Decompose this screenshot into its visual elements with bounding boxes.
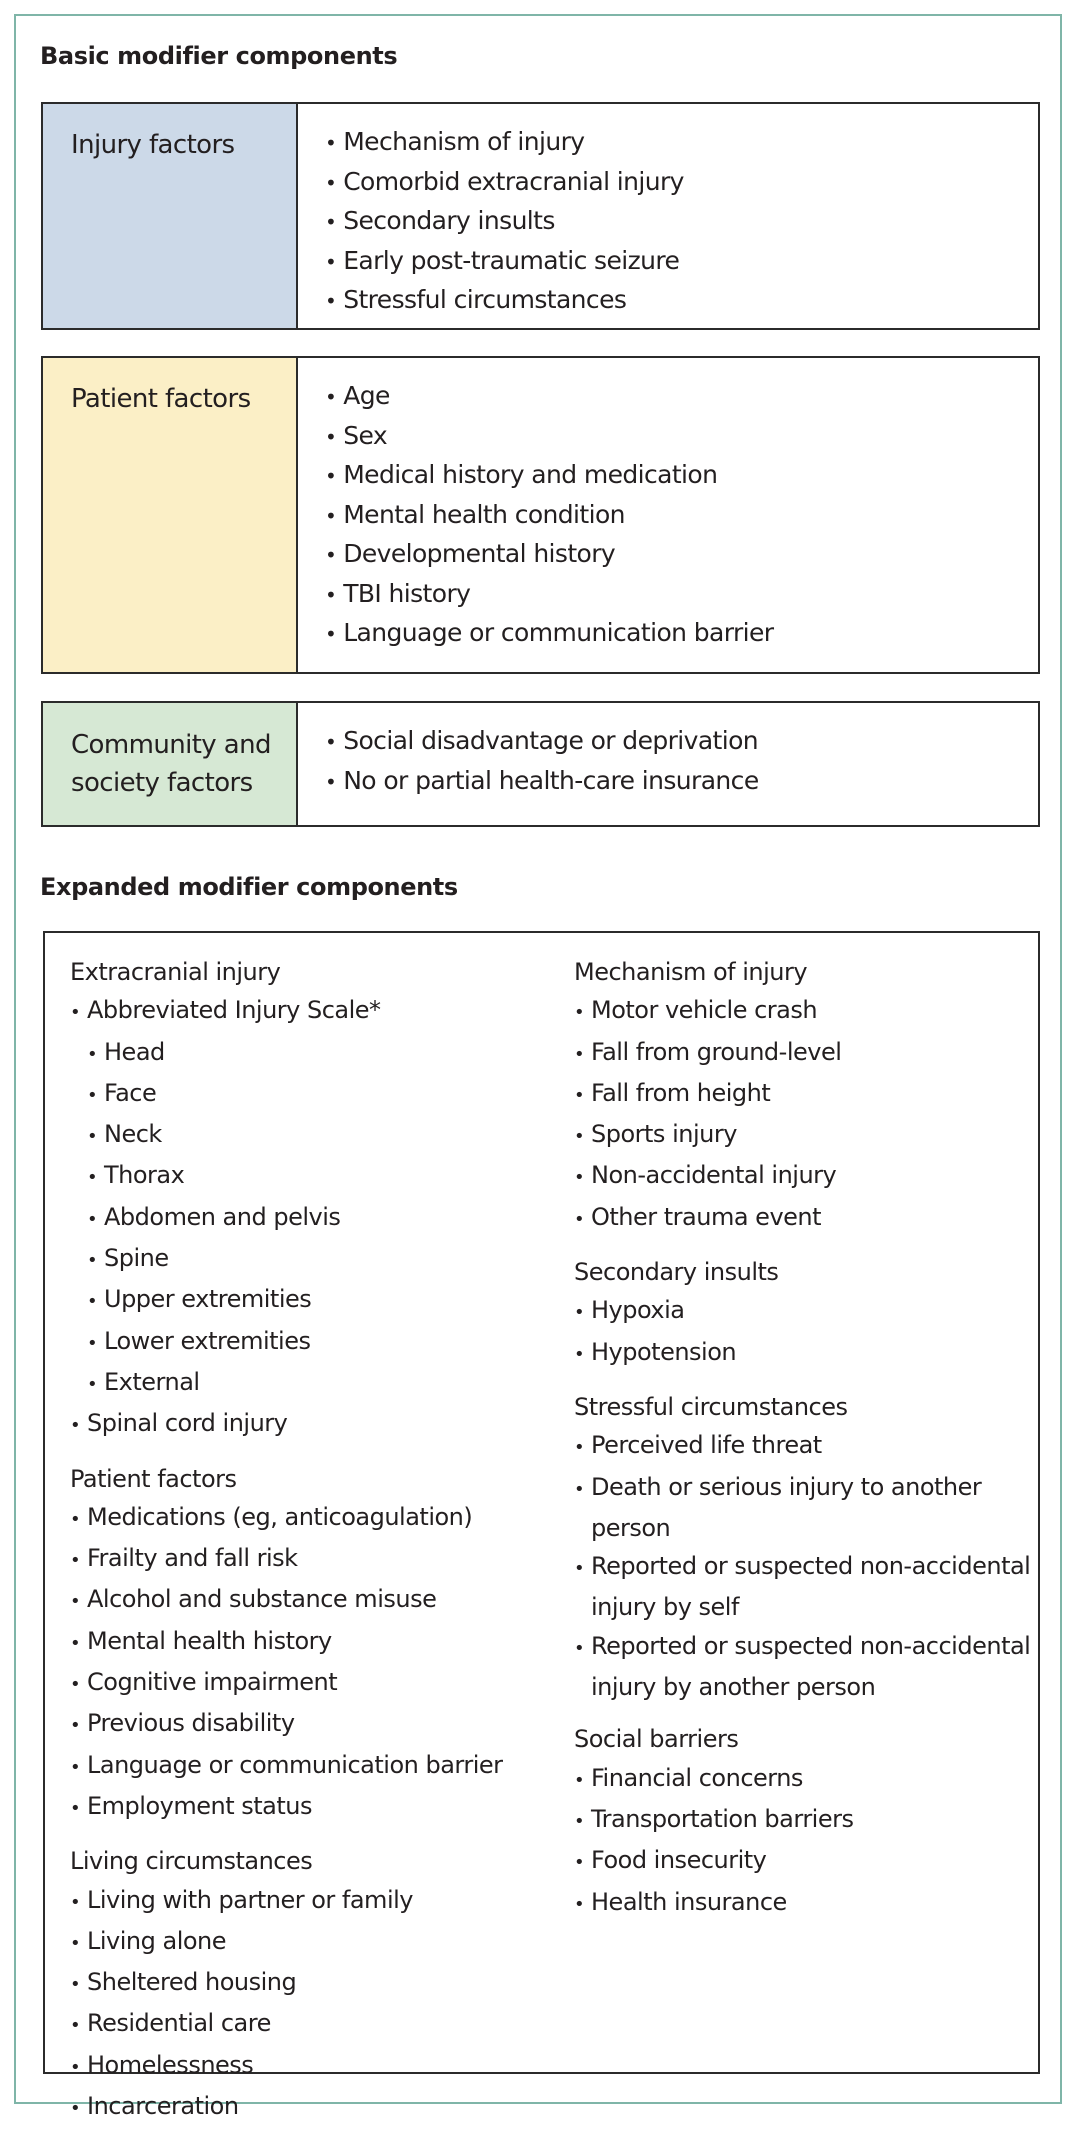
list-item: • Residential care bbox=[70, 2004, 550, 2045]
list-item: • Hypotension bbox=[574, 1333, 1034, 1374]
list-item: • Secondary insults bbox=[325, 202, 684, 242]
list-subitem: • Head bbox=[70, 1033, 550, 1074]
list-item: • Sheltered housing bbox=[70, 1963, 550, 2004]
list-item: • Previous disability bbox=[70, 1704, 550, 1745]
group-secondary-insults bbox=[574, 1253, 1034, 1374]
group-extracranial-injury bbox=[70, 953, 550, 1446]
list-item: • Frailty and fall risk bbox=[70, 1539, 550, 1580]
list-item: • Non-accidental injury bbox=[574, 1156, 1034, 1197]
list-item: • Mechanism of injury bbox=[325, 123, 684, 163]
list-subitem: • Spine bbox=[70, 1239, 550, 1280]
list-item: • Abbreviated Injury Scale* bbox=[70, 991, 550, 1032]
group-title: Mechanism of injury bbox=[574, 958, 808, 986]
group-mechanism-of-injury bbox=[574, 953, 1034, 1239]
list-item: • Homelessness bbox=[70, 2046, 550, 2087]
list-item: • Medical history and medication bbox=[325, 456, 773, 496]
list-item: • Mental health history bbox=[70, 1622, 550, 1663]
list-item: • Medications (eg, anticoagulation) bbox=[70, 1498, 550, 1539]
community-factors-label: Community and society factors bbox=[43, 703, 298, 825]
group-patient-factors bbox=[70, 1460, 550, 1829]
list-subitem: • Face bbox=[70, 1074, 550, 1115]
list-item: • Sex bbox=[325, 417, 773, 457]
group-social-barriers bbox=[574, 1720, 1034, 1923]
expanded-components-title: Expanded modifier components bbox=[40, 873, 458, 901]
list-item: • Transportation barriers bbox=[574, 1800, 1034, 1841]
list-item: • Social disadvantage or deprivation bbox=[325, 722, 759, 762]
expanded-left-column bbox=[70, 953, 550, 2142]
list-subitem: • Upper extremities bbox=[70, 1280, 550, 1321]
patient-factors-label: Patient factors bbox=[43, 358, 298, 672]
list-subitem: • External bbox=[70, 1363, 550, 1404]
community-factors-list bbox=[298, 703, 759, 825]
list-item: • Death or serious injury to another person bbox=[574, 1468, 1034, 1548]
expanded-components-box bbox=[43, 931, 1040, 2121]
list-item: • Cognitive impairment bbox=[70, 1663, 550, 1704]
basic-components-title: Basic modifier components bbox=[40, 42, 398, 70]
injury-factors-box bbox=[41, 102, 1040, 330]
list-item: • Living with partner or family bbox=[70, 1881, 550, 1922]
group-title: Stressful circumstances bbox=[574, 1392, 848, 1421]
list-item: • No or partial health-care insurance bbox=[325, 762, 759, 802]
list-item: • Living alone bbox=[70, 1922, 550, 1963]
list-item: • Alcohol and substance misuse bbox=[70, 1580, 550, 1621]
list-item: • Fall from height bbox=[574, 1074, 1034, 1115]
group-stressful-circumstances bbox=[574, 1388, 1034, 1706]
list-item: • Health insurance bbox=[574, 1883, 1034, 1924]
injury-factors-list bbox=[298, 104, 684, 328]
list-item: • TBI history bbox=[325, 575, 773, 615]
group-title: Patient factors bbox=[70, 1464, 237, 1493]
list-subitem: • Abdomen and pelvis bbox=[70, 1198, 550, 1239]
list-item: • Mental health condition bbox=[325, 496, 773, 536]
list-item: • Developmental history bbox=[325, 535, 773, 575]
list-item: • Fall from ground-level bbox=[574, 1033, 1034, 1074]
list-item: • Food insecurity bbox=[574, 1841, 1034, 1882]
patient-factors-box bbox=[41, 356, 1040, 674]
list-subitem: • Thorax bbox=[70, 1156, 550, 1197]
list-subitem: • Lower extremities bbox=[70, 1322, 550, 1363]
list-item: • Comorbid extracranial injury bbox=[325, 163, 684, 203]
list-item: • Other trauma event bbox=[574, 1198, 1034, 1239]
list-item: • Reported or suspected non-accidental injury by self bbox=[574, 1547, 1034, 1627]
expanded-right-column bbox=[574, 953, 1034, 1938]
group-title: Secondary insults bbox=[574, 1258, 779, 1287]
list-item: • Motor vehicle crash bbox=[574, 991, 1034, 1032]
list-item: • Language or communication barrier bbox=[325, 614, 773, 654]
list-item: • Stressful circumstances bbox=[325, 281, 684, 321]
list-item: • Financial concerns bbox=[574, 1759, 1034, 1800]
group-title: Social barriers bbox=[574, 1725, 739, 1754]
injury-factors-label: Injury factors bbox=[43, 104, 298, 328]
list-item: • Language or communication barrier bbox=[70, 1746, 550, 1787]
list-item: • Employment status bbox=[70, 1787, 550, 1828]
community-factors-box bbox=[41, 701, 1040, 827]
list-subitem: • Neck bbox=[70, 1115, 550, 1156]
list-item: • Reported or suspected non-accidental injury by another person bbox=[574, 1627, 1034, 1707]
group-living-circumstances bbox=[70, 1842, 550, 2128]
group-title: Living circumstances bbox=[70, 1847, 313, 1876]
list-item: • Incarceration bbox=[70, 2087, 550, 2128]
list-item: • Age bbox=[325, 377, 773, 417]
patient-factors-list bbox=[298, 358, 773, 672]
list-item: • Spinal cord injury bbox=[70, 1404, 550, 1445]
list-item: • Hypoxia bbox=[574, 1291, 1034, 1332]
list-item: • Perceived life threat bbox=[574, 1426, 1034, 1467]
group-title: Extracranial injury bbox=[70, 958, 281, 986]
list-item: • Early post-traumatic seizure bbox=[325, 242, 684, 282]
list-item: • Sports injury bbox=[574, 1115, 1034, 1156]
